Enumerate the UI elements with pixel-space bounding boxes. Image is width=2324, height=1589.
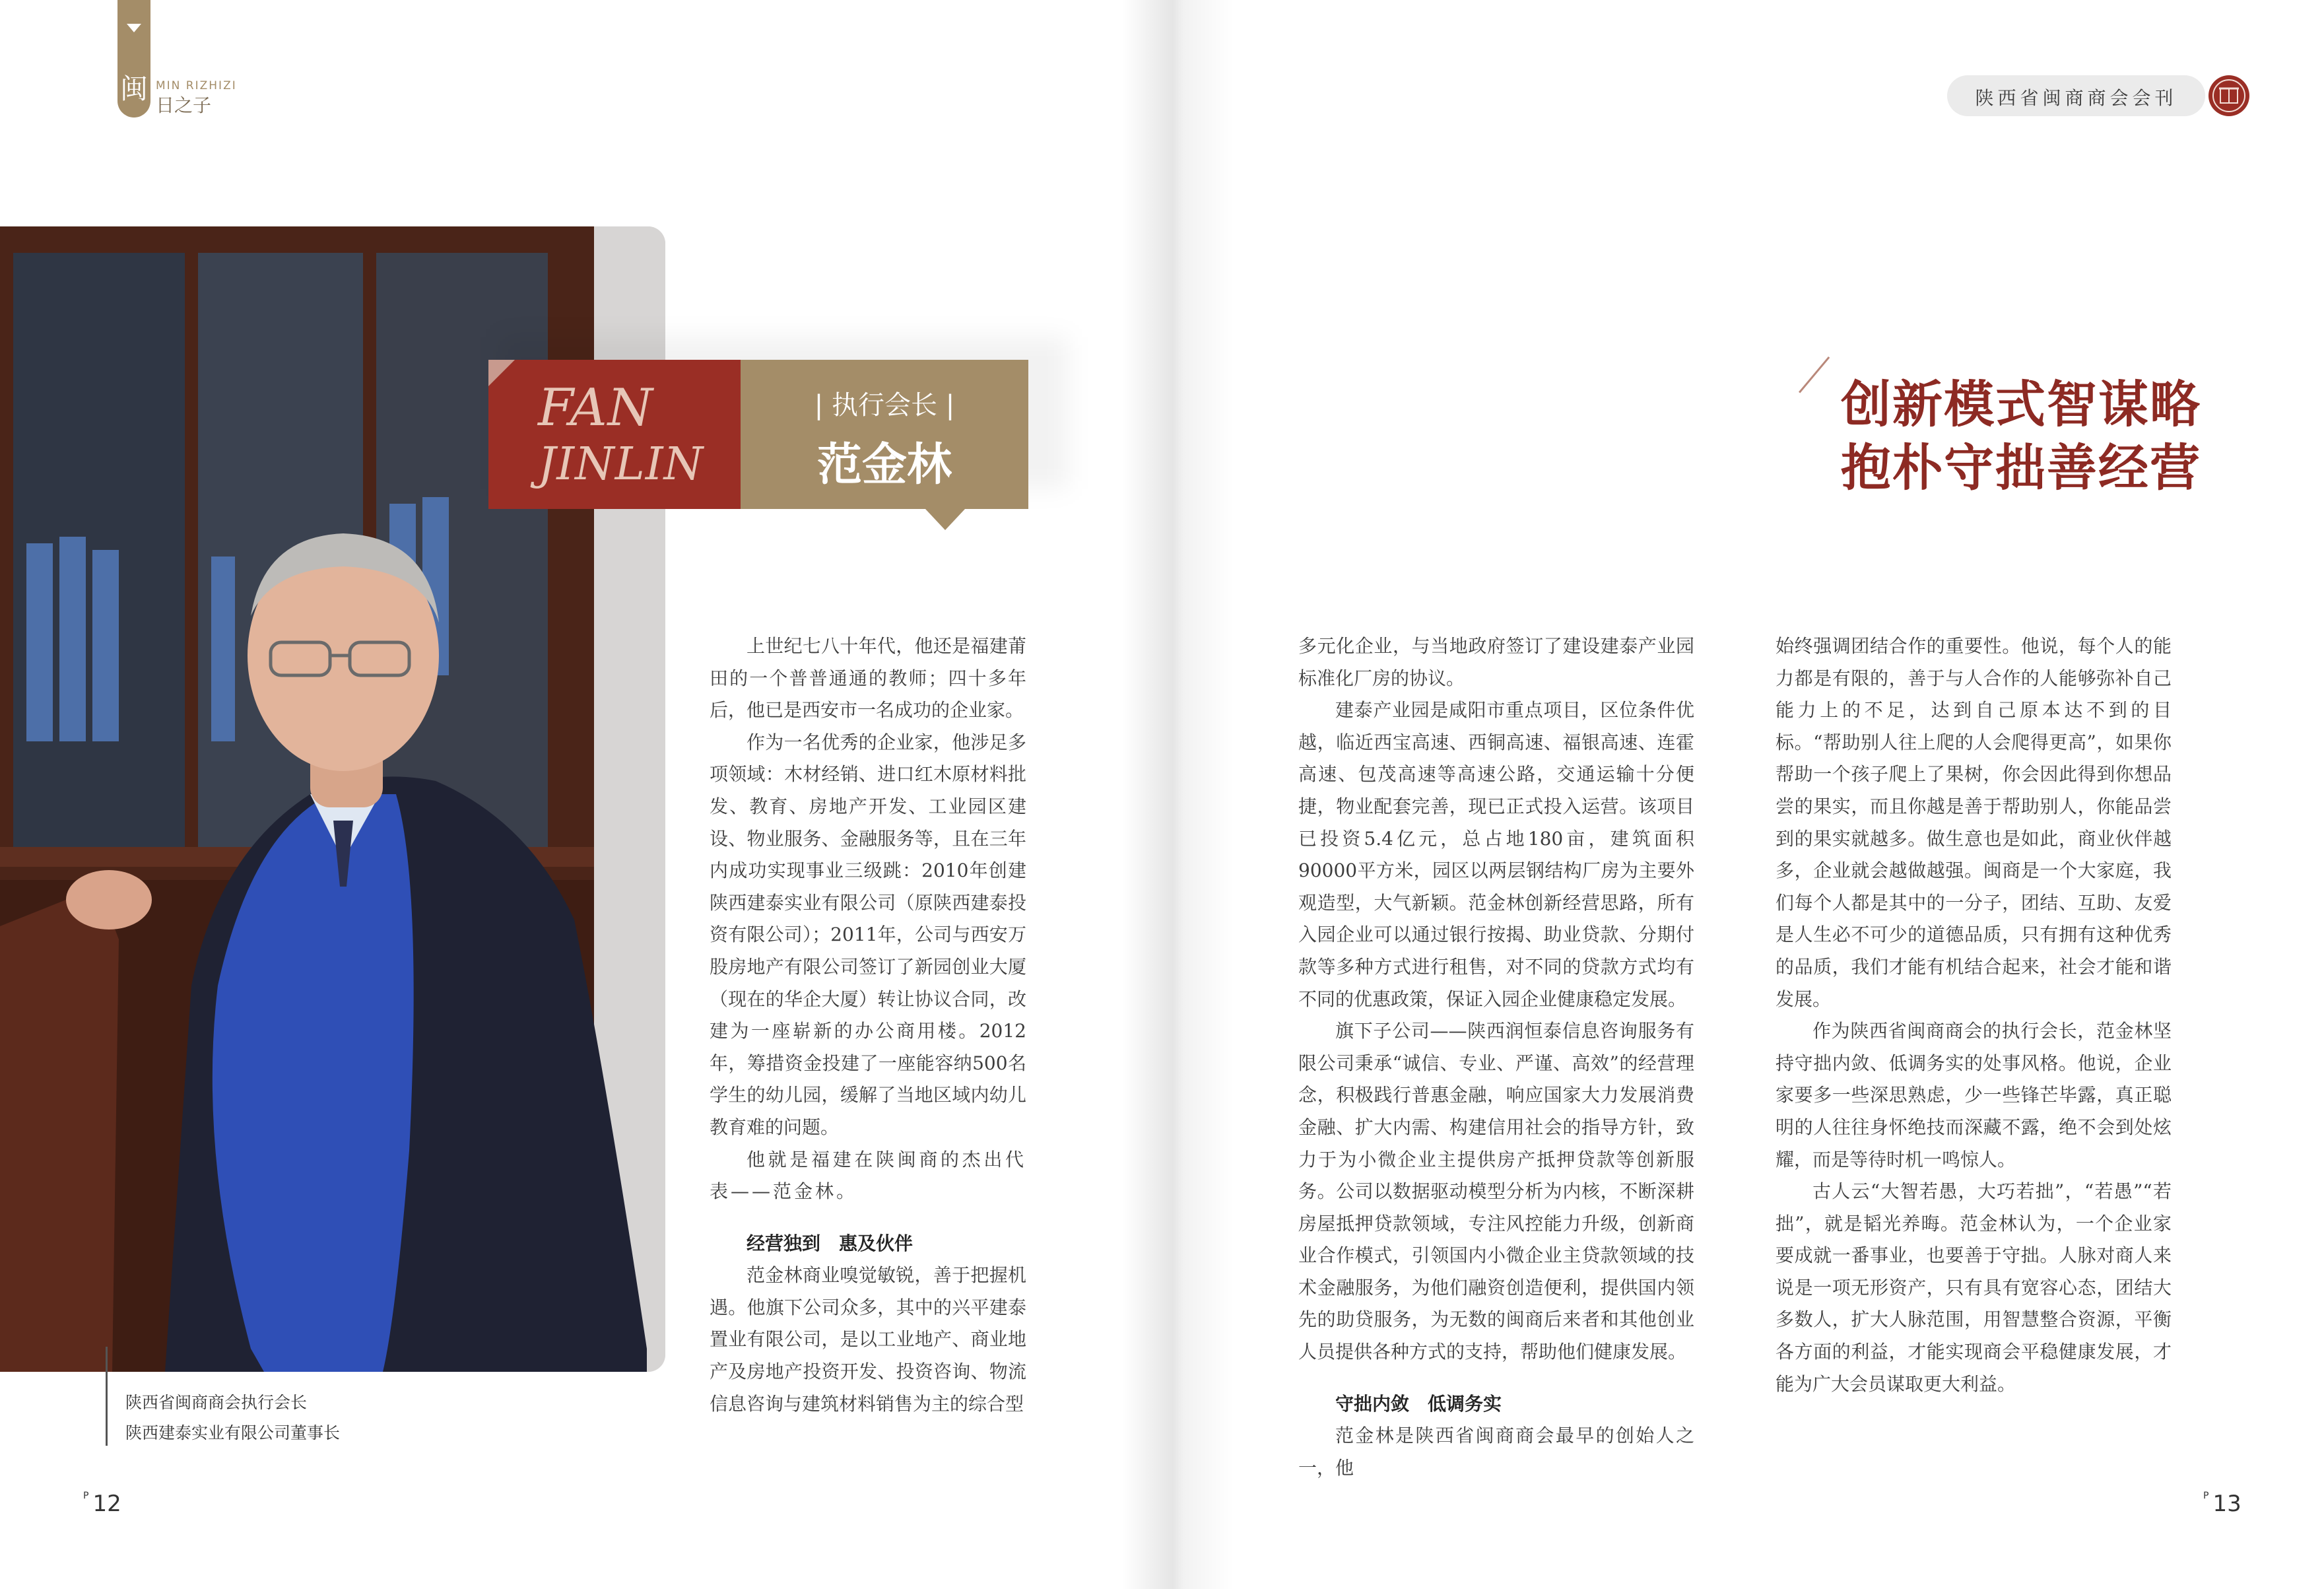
banner-pointer	[925, 509, 965, 530]
article-column-1	[710, 630, 1026, 1420]
paragraph: 范金林商业嗅觉敏锐，善于把握机遇。他旗下公司众多，其中的兴平建泰置业有限公司，是以工业地产、商业地产及房地产投资开发、投资咨询、物流信息咨询与建筑材料销售为主的综合型	[710, 1264, 1026, 1415]
paragraph: 他就是福建在陕闽商的杰出代表——范金林。	[710, 1148, 1026, 1203]
paragraph: 范金林是陕西省闽商商会最早的创始人之一，他	[1298, 1425, 1694, 1479]
triangle-icon	[127, 24, 141, 32]
paragraph: 多元化企业，与当地政府签订了建设建泰产业园标准化厂房的协议。	[1298, 635, 1694, 689]
spine-shadow	[1122, 0, 1234, 1589]
page-number-value: 12	[92, 1491, 121, 1517]
caption-line-2: 陕西建泰实业有限公司董事长	[125, 1423, 341, 1442]
section-heading: 经营独到 惠及伙伴	[747, 1232, 913, 1254]
article-column-3	[1776, 630, 2172, 1400]
caption-rule	[106, 1347, 108, 1446]
right-page	[1152, 0, 2324, 1589]
paragraph: 始终强调团结合作的重要性。他说，每个人的能力都是有限的，善于与人合作的人能够弥补自己能力上的不足，达到自己原本达不到的目标。“帮助别人往上爬的人会爬得更高”，如果你帮助一个孩子爬上了果树，你会因此得到你想品尝的果实，而且你越是善于帮助别人，你能品尝到的果实就越多。做生意也是如此，商业伙伴越多，企业就会越做越强。闽商是一个大家庭，我们每个人都是其中的一分子，团结、互助、友爱是人生必不可少的道德品质，只有拥有这种优秀的品质，我们才能有机结合起来，社会才能和谐发展。	[1776, 635, 2172, 1010]
page-number-left	[83, 1491, 121, 1517]
english-name-last: JINLIN	[538, 438, 704, 490]
headline-line-2: 抱朴守拙善经营	[1841, 438, 2201, 497]
brand-name-cn: 日之子	[156, 94, 212, 116]
page-marker: P	[2203, 1491, 2209, 1501]
paragraph: 作为陕西省闽商商会的执行会长，范金林坚持守拙内敛、低调务实的处事风格。他说，企业家要多一些深思熟虑，少一些锋芒毕露，真正聪明的人往往身怀绝技而深藏不露，绝不会到处炫耀，而是等待时机一鸣惊人。	[1776, 1020, 2172, 1170]
paragraph: 上世纪七八十年代，他还是福建莆田的一个普普通通的教师；四十多年后，他已是西安市一名成功的企业家。	[710, 635, 1026, 722]
article-column-2	[1298, 630, 1694, 1484]
caption-line-1: 陕西省闽商商会执行会长	[125, 1393, 308, 1412]
headline-line-1: 创新模式智谋略	[1841, 375, 2201, 434]
paragraph: 建泰产业园是咸阳市重点项目，区位条件优越，临近西宝高速、西铜高速、福银高速、连霍高速、包茂高速等高速公路，交通运输十分便捷，物业配套完善，现已正式投入运营。该项目已投资5.4亿元，总占地180亩，建筑面积90000平方米，园区以两层钢结构厂房为主要外观造型，大气新颖。范金林创新经营思路，所有入园企业可以通过银行按揭、助业贷款、分期付款等多种方式进行租售，对不同的贷款方式均有不同的优惠政策，保证入园企业健康稳定发展。	[1298, 699, 1694, 1010]
page-marker: P	[83, 1491, 89, 1501]
article-headline	[1841, 373, 2201, 500]
chamber-seal-icon	[2207, 74, 2251, 118]
brand-mark: 闽	[119, 73, 148, 105]
english-name-first: FAN	[538, 378, 653, 438]
paragraph: 旗下子公司——陕西润恒泰信息咨询服务有限公司秉承“诚信、专业、严谨、高效”的经营理念，积极践行普惠金融，响应国家大力发展消费金融、扩大内需、构建信用社会的指导方针，致力于为小微企业主提供房产抵押贷款等创新服务。公司以数据驱动模型分析为内核，不断深耕房屋抵押贷款领域，专注风控能力升级，创新商业合作模式，引领国内小微企业主贷款领域的技术金融服务，为他们融资创造便利，提供国内领先的助贷服务，为无数的闽商后来者和其他创业人员提供各种方式的支持，帮助他们健康发展。	[1298, 1020, 1694, 1363]
section-heading: 守拙内敛 低调务实	[1335, 1392, 1502, 1415]
brand-name-en: MIN RIZHIZI	[156, 79, 237, 92]
page-number-right	[2203, 1491, 2241, 1517]
page-number-value: 13	[2212, 1491, 2241, 1517]
banner-corner-fold	[488, 360, 515, 386]
photo-caption	[125, 1388, 340, 1448]
brand-tab	[117, 0, 150, 118]
person-role: | 执行会长 |	[814, 390, 955, 421]
left-page	[0, 0, 1152, 1589]
paragraph: 古人云“大智若愚，大巧若拙”，“若愚”“若拙”，就是韬光养晦。范金林认为，一个企业家要成就一番事业，也要善于守拙。人脉对商人来说是一项无形资产，只有具有宽容心态，团结大多数人，扩大人脉范围，用智慧整合资源，平衡各方面的利益，才能实现商会平稳健康发展，才能为广大会员谋取更大利益。	[1776, 1180, 2172, 1395]
journal-title: 陕西省闽商商会会刊	[1975, 87, 2177, 109]
paragraph: 作为一名优秀的企业家，他涉足多项领域：木材经销、进口红木原材料批发、教育、房地产开发、工业园区建设、物业服务、金融服务等，且在三年内成功实现事业三级跳：2010年创建陕西建泰实业有限公司（原陕西建泰投资有限公司）；2011年，公司与西安万股房地产有限公司签订了新园创业大厦（现在的华企大厦）转让协议合同，改建为一座崭新的办公商用楼。2012年，筹措资金投建了一座能容纳500名学生的幼儿园，缓解了当地区域内幼儿教育难的问题。	[710, 731, 1026, 1138]
person-name: 范金林	[816, 439, 952, 491]
